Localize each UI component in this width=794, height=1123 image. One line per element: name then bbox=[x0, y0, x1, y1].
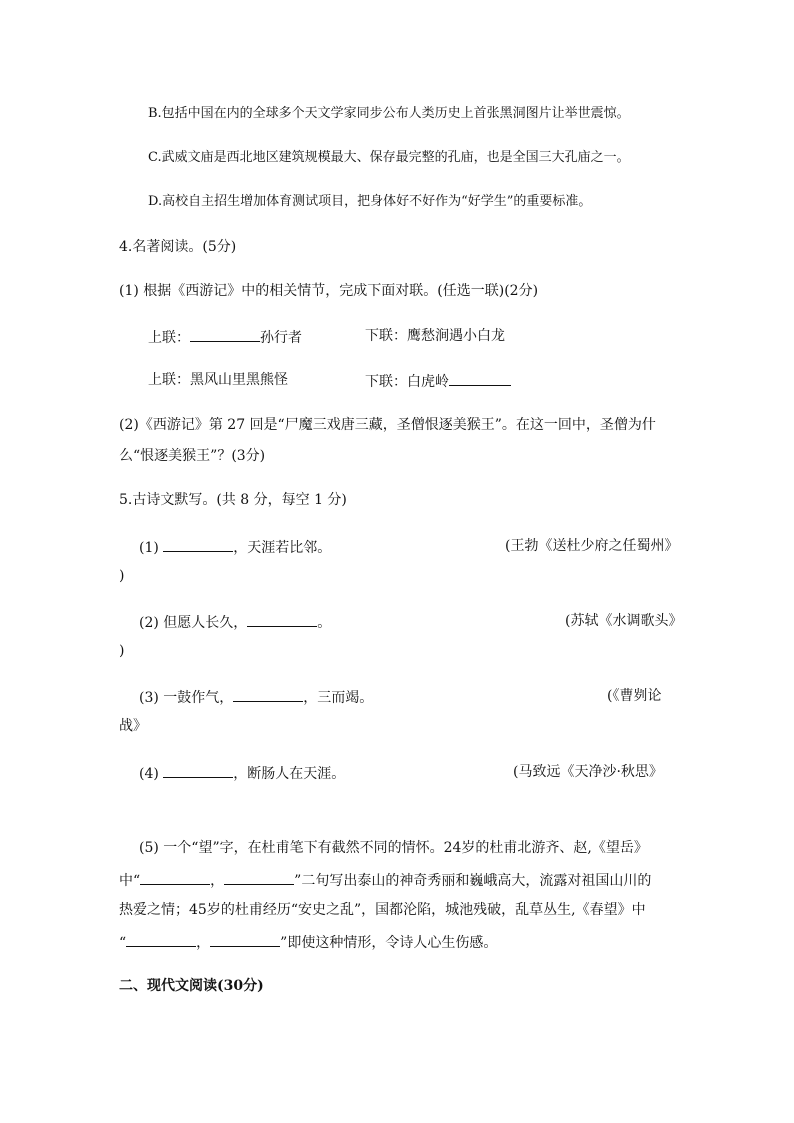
q5-item5-blank2[interactable] bbox=[224, 870, 294, 885]
q5-item4-blank[interactable] bbox=[163, 763, 233, 778]
q5-title: 5.古诗文默写。(共 8 分，每空 1 分) bbox=[119, 492, 347, 508]
q5-item2 bbox=[139, 612, 331, 632]
q5-item3-prefix: (3) 一鼓作气， bbox=[139, 690, 234, 706]
option-b: B.包括中国在内的全球多个天文学家同步公布人类历史上首张黑洞图片让举世震惊。 bbox=[148, 106, 630, 121]
q5-item3 bbox=[139, 687, 373, 707]
couplet2-lower bbox=[365, 371, 511, 391]
q5-item1 bbox=[139, 537, 331, 557]
couplet2-lower-prefix: 下联：白虎岭 bbox=[365, 374, 449, 390]
q4-sub2-line1: (2)《西游记》第 27 回是“尸魔三戏唐三藏，圣僧恨逐美猴王”。在这一回中，圣僧为什 bbox=[119, 417, 656, 433]
couplet1-upper-blank[interactable] bbox=[190, 327, 260, 342]
q5-item3-blank[interactable] bbox=[233, 687, 303, 702]
section2-title: 二、现代文阅读(30分) bbox=[119, 978, 264, 994]
couplet1-upper bbox=[148, 327, 302, 347]
q5-item4-suffix: ，断肠人在天涯。 bbox=[233, 766, 346, 782]
q5-item5-blank4[interactable] bbox=[210, 932, 280, 947]
q5-item2-blank[interactable] bbox=[247, 612, 317, 627]
q5-item3-suffix: ，三而竭。 bbox=[303, 690, 374, 706]
q5-item5-line2 bbox=[119, 870, 651, 890]
q5-item1-wrap: ) bbox=[119, 568, 125, 584]
q5-item2-prefix: (2) 但愿人长久， bbox=[139, 615, 248, 631]
q5-item3-wrap: 战》 bbox=[119, 718, 147, 734]
q4-title: 4.名著阅读。(5分) bbox=[119, 239, 237, 255]
option-d: D.高校自主招生增加体育测试项目，把身体好不好作为“好学生”的重要标准。 bbox=[148, 194, 592, 209]
q5-item1-blank[interactable] bbox=[163, 537, 233, 552]
q5-item2-suffix: 。 bbox=[317, 615, 332, 631]
q5-item5-blank1[interactable] bbox=[140, 870, 210, 885]
q5-item5-blank3[interactable] bbox=[126, 932, 196, 947]
q4-sub1: (1) 根据《西游记》中的相关情节，完成下面对联。(任选一联)(2分) bbox=[119, 283, 539, 299]
q5-item5-line4-prefix: “ bbox=[119, 935, 127, 951]
q5-item5-line2-suffix: ”二句写出泰山的神奇秀丽和巍峨高大，流露对祖国山川的 bbox=[294, 873, 652, 889]
q5-item5-line1: (5) 一个“望”字，在杜甫笔下有截然不同的情怀。24岁的杜甫北游齐、赵,《望岳》 bbox=[139, 840, 648, 856]
couplet2-lower-blank[interactable] bbox=[449, 371, 511, 386]
q5-item4-prefix: (4) bbox=[139, 766, 159, 782]
q5-item4 bbox=[139, 763, 345, 783]
q5-item5-line4-suffix: ”即使这种情形，令诗人心生伤感。 bbox=[280, 935, 498, 951]
q5-item1-source: (王勃《送杜少府之任蜀州》 bbox=[505, 538, 679, 554]
q5-item5-line4-mid: ， bbox=[196, 935, 211, 951]
q5-item5-line2-prefix: 中“ bbox=[119, 873, 141, 889]
q5-item5-line2-mid: ， bbox=[210, 873, 225, 889]
couplet2-upper: 上联：黑风山里黑熊怪 bbox=[148, 372, 288, 388]
couplet1-upper-prefix: 上联： bbox=[148, 330, 190, 346]
q5-item5-line4 bbox=[119, 932, 497, 952]
couplet1-lower: 下联：鹰愁涧遇小白龙 bbox=[365, 328, 505, 344]
q5-item4-source: (马致远《天净沙·秋思》 bbox=[513, 764, 663, 780]
option-c: C.武威文庙是西北地区建筑规模最大、保存最完整的孔庙，也是全国三大孔庙之一。 bbox=[148, 150, 630, 165]
q5-item5-line3: 热爱之情；45岁的杜甫经历“安史之乱”，国都沦陷，城池残破，乱草丛生,《春望》中 bbox=[119, 902, 646, 918]
couplet1-upper-suffix: 孙行者 bbox=[260, 330, 302, 346]
q5-item1-suffix: ，天涯若比邻。 bbox=[233, 540, 332, 556]
q5-item1-prefix: (1) bbox=[139, 540, 159, 556]
q5-item2-source: (苏轼《水调歌头》 bbox=[565, 613, 683, 629]
q4-sub2-line2: 么“恨逐美猴王”？(3分) bbox=[119, 448, 266, 464]
q5-item2-wrap: ) bbox=[119, 643, 125, 659]
q5-item3-source: (《曹刿论 bbox=[607, 688, 662, 704]
